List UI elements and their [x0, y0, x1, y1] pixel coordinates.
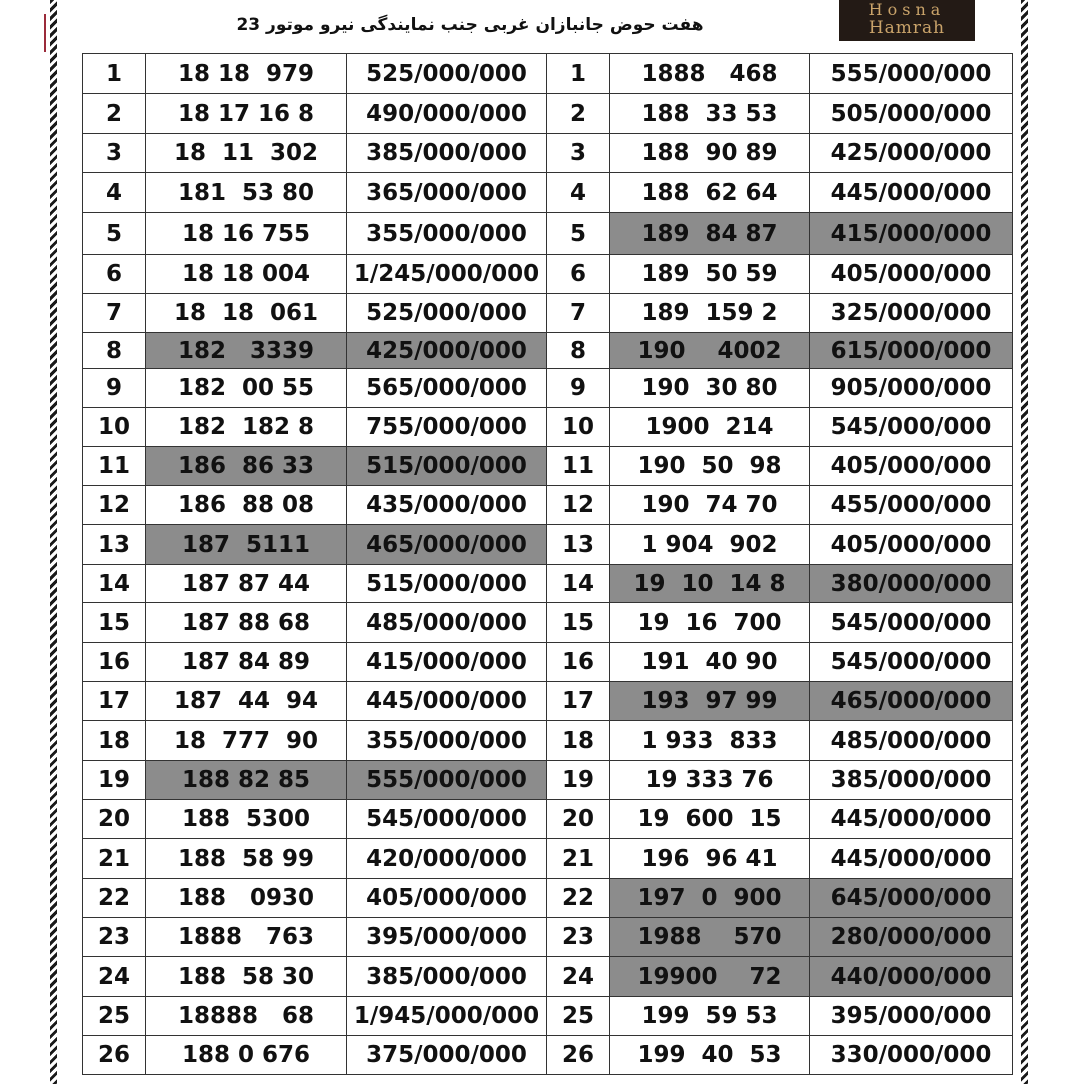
right-price: 425/000/000 — [810, 134, 1013, 173]
right-phone-number: 193 97 99 — [610, 682, 810, 721]
left-phone-number: 18888 68 — [146, 997, 347, 1036]
left-row-index: 19 — [83, 761, 146, 800]
left-price: 515/000/000 — [347, 447, 547, 486]
left-row-index: 5 — [83, 213, 146, 255]
table-row — [83, 682, 1013, 721]
left-phone-number: 188 5300 — [146, 800, 347, 839]
left-price: 755/000/000 — [347, 408, 547, 447]
right-price: 545/000/000 — [810, 408, 1013, 447]
left-row-index: 23 — [83, 918, 146, 957]
right-phone-number: 188 62 64 — [610, 173, 810, 213]
right-row-index: 25 — [547, 997, 610, 1036]
right-price: 555/000/000 — [810, 54, 1013, 94]
number-price-table — [82, 53, 1013, 1075]
right-price: 615/000/000 — [810, 333, 1013, 369]
right-price: 465/000/000 — [810, 682, 1013, 721]
table-row — [83, 879, 1013, 918]
right-row-index: 12 — [547, 486, 610, 525]
right-decorative-border — [1021, 0, 1028, 1084]
table-row — [83, 525, 1013, 565]
left-row-index: 11 — [83, 447, 146, 486]
left-phone-number: 187 84 89 — [146, 643, 347, 682]
left-row-index: 13 — [83, 525, 146, 565]
left-price: 445/000/000 — [347, 682, 547, 721]
right-row-index: 5 — [547, 213, 610, 255]
left-phone-number: 186 88 08 — [146, 486, 347, 525]
table-row — [83, 997, 1013, 1036]
left-phone-number: 186 86 33 — [146, 447, 347, 486]
right-phone-number: 190 74 70 — [610, 486, 810, 525]
left-price: 385/000/000 — [347, 134, 547, 173]
table-row — [83, 761, 1013, 800]
right-row-index: 24 — [547, 957, 610, 997]
table-row — [83, 255, 1013, 294]
right-row-index: 22 — [547, 879, 610, 918]
right-price: 330/000/000 — [810, 1036, 1013, 1075]
left-phone-number: 187 5111 — [146, 525, 347, 565]
table-row — [83, 369, 1013, 408]
left-phone-number: 188 0930 — [146, 879, 347, 918]
right-row-index: 1 — [547, 54, 610, 94]
left-row-index: 2 — [83, 94, 146, 134]
right-phone-number: 1888 468 — [610, 54, 810, 94]
right-phone-number: 19 10 14 8 — [610, 565, 810, 603]
table-row — [83, 643, 1013, 682]
right-row-index: 14 — [547, 565, 610, 603]
table-row — [83, 839, 1013, 879]
right-row-index: 15 — [547, 603, 610, 643]
right-row-index: 18 — [547, 721, 610, 761]
left-decorative-border — [50, 0, 57, 1084]
left-price: 1/245/000/000 — [347, 255, 547, 294]
table-row — [83, 134, 1013, 173]
right-price: 405/000/000 — [810, 525, 1013, 565]
right-phone-number: 188 33 53 — [610, 94, 810, 134]
right-phone-number: 190 4002 — [610, 333, 810, 369]
right-phone-number: 189 50 59 — [610, 255, 810, 294]
right-phone-number: 197 0 900 — [610, 879, 810, 918]
left-phone-number: 187 87 44 — [146, 565, 347, 603]
left-phone-number: 1888 763 — [146, 918, 347, 957]
right-phone-number: 190 30 80 — [610, 369, 810, 408]
right-price: 505/000/000 — [810, 94, 1013, 134]
table-row — [83, 957, 1013, 997]
table-row — [83, 54, 1013, 94]
right-price: 905/000/000 — [810, 369, 1013, 408]
table-row — [83, 918, 1013, 957]
left-row-index: 7 — [83, 294, 146, 333]
left-price: 405/000/000 — [347, 879, 547, 918]
left-price: 565/000/000 — [347, 369, 547, 408]
left-price: 365/000/000 — [347, 173, 547, 213]
table-row — [83, 447, 1013, 486]
right-price: 445/000/000 — [810, 800, 1013, 839]
left-row-index: 18 — [83, 721, 146, 761]
table-row — [83, 294, 1013, 333]
right-price: 405/000/000 — [810, 447, 1013, 486]
left-phone-number: 188 82 85 — [146, 761, 347, 800]
right-price: 325/000/000 — [810, 294, 1013, 333]
table-row — [83, 173, 1013, 213]
left-phone-number: 18 11 302 — [146, 134, 347, 173]
left-price: 385/000/000 — [347, 957, 547, 997]
right-price: 395/000/000 — [810, 997, 1013, 1036]
right-phone-number: 190 50 98 — [610, 447, 810, 486]
table-row — [83, 603, 1013, 643]
left-row-index: 22 — [83, 879, 146, 918]
right-price: 485/000/000 — [810, 721, 1013, 761]
right-price: 545/000/000 — [810, 643, 1013, 682]
right-phone-number: 199 59 53 — [610, 997, 810, 1036]
table-body — [83, 54, 1013, 1075]
right-price: 440/000/000 — [810, 957, 1013, 997]
page-title: هفت حوض جانبازان غربی جنب نمایندگی نیرو موتور 23 — [236, 15, 704, 35]
right-row-index: 11 — [547, 447, 610, 486]
right-row-index: 10 — [547, 408, 610, 447]
left-price: 525/000/000 — [347, 54, 547, 94]
table-row — [83, 94, 1013, 134]
left-row-index: 26 — [83, 1036, 146, 1075]
right-row-index: 16 — [547, 643, 610, 682]
right-row-index: 20 — [547, 800, 610, 839]
right-row-index: 23 — [547, 918, 610, 957]
left-row-index: 14 — [83, 565, 146, 603]
left-row-index: 20 — [83, 800, 146, 839]
table-row — [83, 1036, 1013, 1075]
right-price: 415/000/000 — [810, 213, 1013, 255]
left-phone-number: 182 3339 — [146, 333, 347, 369]
right-row-index: 21 — [547, 839, 610, 879]
right-price: 455/000/000 — [810, 486, 1013, 525]
left-row-index: 10 — [83, 408, 146, 447]
right-row-index: 26 — [547, 1036, 610, 1075]
right-phone-number: 19 600 15 — [610, 800, 810, 839]
right-price: 545/000/000 — [810, 603, 1013, 643]
right-phone-number: 189 84 87 — [610, 213, 810, 255]
brand-logo — [839, 0, 975, 41]
table-row — [83, 213, 1013, 255]
table-row — [83, 486, 1013, 525]
table-row — [83, 800, 1013, 839]
right-phone-number: 188 90 89 — [610, 134, 810, 173]
left-phone-number: 18 17 16 8 — [146, 94, 347, 134]
left-price: 465/000/000 — [347, 525, 547, 565]
right-phone-number: 1900 214 — [610, 408, 810, 447]
right-price: 380/000/000 — [810, 565, 1013, 603]
left-phone-number: 188 58 30 — [146, 957, 347, 997]
left-price: 355/000/000 — [347, 213, 547, 255]
left-row-index: 25 — [83, 997, 146, 1036]
left-phone-number: 18 18 061 — [146, 294, 347, 333]
right-row-index: 4 — [547, 173, 610, 213]
right-row-index: 9 — [547, 369, 610, 408]
left-price: 415/000/000 — [347, 643, 547, 682]
left-phone-number: 187 44 94 — [146, 682, 347, 721]
left-phone-number: 18 18 004 — [146, 255, 347, 294]
left-price: 435/000/000 — [347, 486, 547, 525]
left-row-index: 17 — [83, 682, 146, 721]
left-phone-number: 18 16 755 — [146, 213, 347, 255]
table-row — [83, 408, 1013, 447]
left-row-index: 9 — [83, 369, 146, 408]
right-row-index: 6 — [547, 255, 610, 294]
table-row — [83, 721, 1013, 761]
left-price: 375/000/000 — [347, 1036, 547, 1075]
right-row-index: 17 — [547, 682, 610, 721]
right-phone-number: 196 96 41 — [610, 839, 810, 879]
right-phone-number: 1 904 902 — [610, 525, 810, 565]
left-phone-number: 182 182 8 — [146, 408, 347, 447]
right-phone-number: 19900 72 — [610, 957, 810, 997]
right-phone-number: 19 333 76 — [610, 761, 810, 800]
right-phone-number: 19 16 700 — [610, 603, 810, 643]
left-price: 485/000/000 — [347, 603, 547, 643]
left-row-index: 8 — [83, 333, 146, 369]
left-price: 395/000/000 — [347, 918, 547, 957]
right-row-index: 2 — [547, 94, 610, 134]
right-phone-number: 1988 570 — [610, 918, 810, 957]
right-price: 645/000/000 — [810, 879, 1013, 918]
right-row-index: 19 — [547, 761, 610, 800]
left-phone-number: 182 00 55 — [146, 369, 347, 408]
logo-line-2: Hamrah — [868, 18, 946, 38]
left-row-index: 6 — [83, 255, 146, 294]
left-row-index: 15 — [83, 603, 146, 643]
left-row-index: 12 — [83, 486, 146, 525]
left-price: 555/000/000 — [347, 761, 547, 800]
right-phone-number: 189 159 2 — [610, 294, 810, 333]
right-phone-number: 191 40 90 — [610, 643, 810, 682]
right-row-index: 7 — [547, 294, 610, 333]
left-price: 545/000/000 — [347, 800, 547, 839]
left-row-index: 16 — [83, 643, 146, 682]
right-price: 445/000/000 — [810, 173, 1013, 213]
left-row-index: 4 — [83, 173, 146, 213]
table-row — [83, 333, 1013, 369]
left-phone-number: 18 18 979 — [146, 54, 347, 94]
left-phone-number: 188 0 676 — [146, 1036, 347, 1075]
left-phone-number: 187 88 68 — [146, 603, 347, 643]
left-row-index: 24 — [83, 957, 146, 997]
right-phone-number: 199 40 53 — [610, 1036, 810, 1075]
right-phone-number: 1 933 833 — [610, 721, 810, 761]
right-price: 280/000/000 — [810, 918, 1013, 957]
left-price: 355/000/000 — [347, 721, 547, 761]
left-phone-number: 181 53 80 — [146, 173, 347, 213]
right-price: 445/000/000 — [810, 839, 1013, 879]
left-phone-number: 188 58 99 — [146, 839, 347, 879]
margin-mark — [44, 14, 46, 52]
left-price: 490/000/000 — [347, 94, 547, 134]
left-row-index: 3 — [83, 134, 146, 173]
right-row-index: 13 — [547, 525, 610, 565]
left-row-index: 21 — [83, 839, 146, 879]
right-price: 385/000/000 — [810, 761, 1013, 800]
left-price: 515/000/000 — [347, 565, 547, 603]
logo-line-1: Hosna — [868, 0, 946, 19]
left-price: 525/000/000 — [347, 294, 547, 333]
right-price: 405/000/000 — [810, 255, 1013, 294]
left-price: 425/000/000 — [347, 333, 547, 369]
table-row — [83, 565, 1013, 603]
left-price: 420/000/000 — [347, 839, 547, 879]
left-phone-number: 18 777 90 — [146, 721, 347, 761]
right-row-index: 3 — [547, 134, 610, 173]
right-row-index: 8 — [547, 333, 610, 369]
left-row-index: 1 — [83, 54, 146, 94]
left-price: 1/945/000/000 — [347, 997, 547, 1036]
